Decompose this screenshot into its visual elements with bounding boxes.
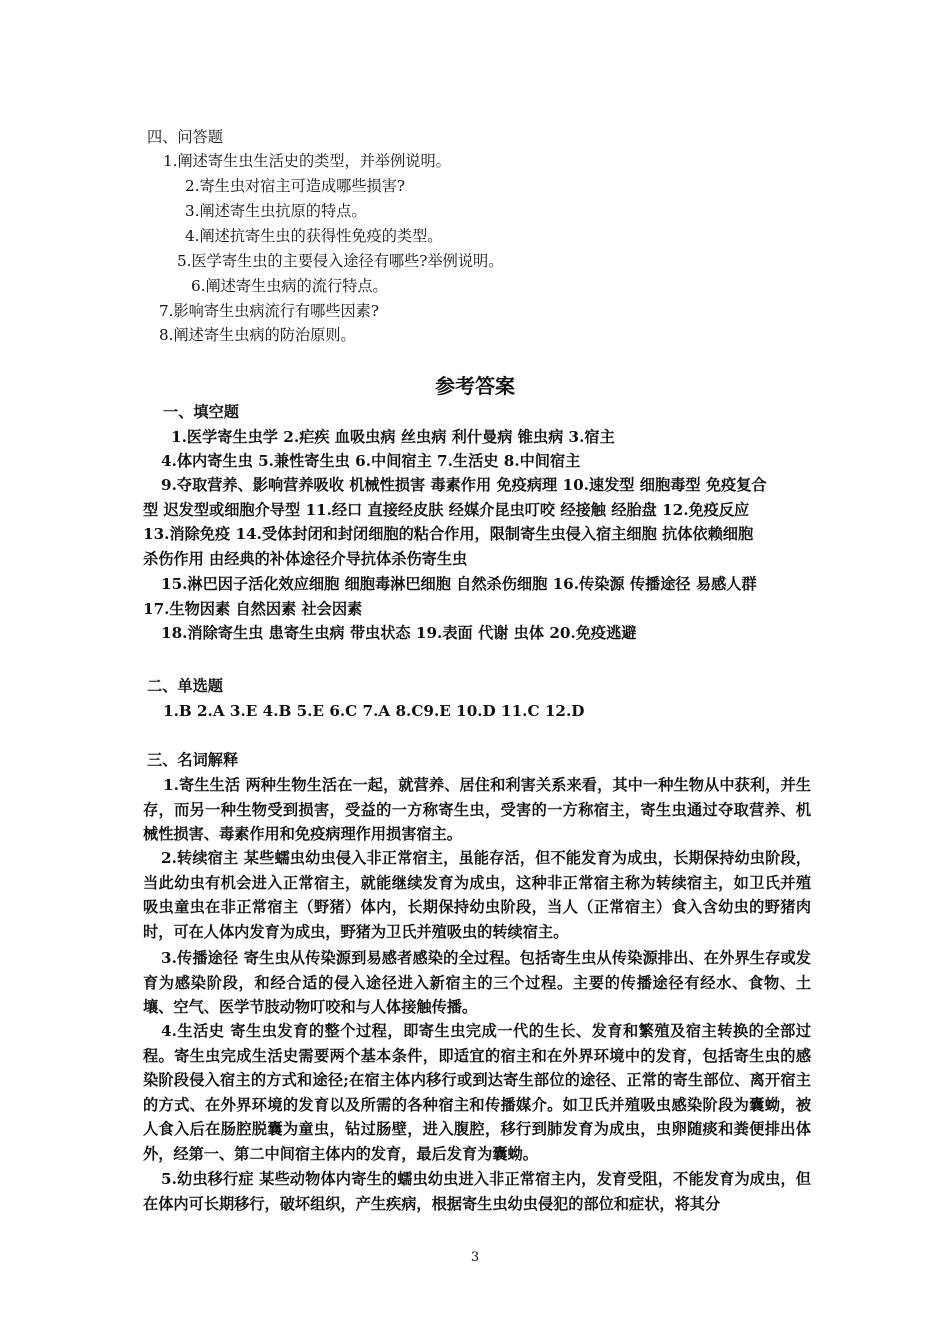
fill-blank-line: 13.消除免疫 14.受体封闭和封闭细胞的粘合作用，限制寄生虫侵入宿主细胞 抗体依赖细胞 (143, 525, 754, 543)
fill-blank-line: 杀伤作用 由经典的补体途径介导抗体杀伤寄生虫 (143, 550, 468, 568)
question-item: 7.影响寄生虫病流行有哪些因素? (159, 302, 380, 320)
fill-blank-line: 18.消除寄生虫 患寄生虫病 带虫状态 19.表面 代谢 虫体 20.免疫逃避 (161, 624, 637, 642)
questions-heading: 四、问答题 (147, 128, 223, 146)
fill-blank-line: 型 迟发型或细胞介导型 11.经口 直接经皮肤 经媒介昆虫叮咬 经接触 经胎盘 12.免疫反应 (143, 501, 750, 519)
question-item: 2.寄生虫对宿主可造成哪些损害? (185, 177, 406, 195)
term-paragraph: 5.幼虫移行症 某些动物体内寄生的蠕虫幼虫进入非正常宿主内，发育受阻，不能发育为成虫，但在体内可长期移行，破坏组织，产生疾病，根据寄生虫幼虫侵犯的部位和症状，将其分 (143, 1170, 811, 1213)
fill-blank-line: 15.淋巴因子活化效应细胞 细胞毒淋巴细胞 自然杀伤细胞 16.传染源 传播途径 易感人群 (161, 575, 757, 593)
term-paragraph: 3.传播途径 寄生虫从传染源到易感者感染的全过程。包括寄生虫从传染源排出、在外界生存或发育为感染阶段，和经合适的侵入途径进入新宿主的三个过程。主要的传播途径有经水、食物、土壤、空气、医学节肢动物叮咬和与人体接触传播。 (143, 949, 811, 1017)
terms-heading: 三、名词解释 (147, 751, 239, 769)
question-item: 6.阐述寄生虫病的流行特点。 (191, 277, 388, 295)
term-paragraph: 2.转续宿主 某些蠕虫幼虫侵入非正常宿主，虽能存活，但不能发育为成虫，长期保持幼虫阶段，当此幼虫有机会进入正常宿主，就能继续发育为成虫，这种非正常宿主称为转续宿主，如卫氏并殖吸虫童虫在非正常宿主（野猪）体内，长期保持幼虫阶段，当人（正常宿主）食入含幼虫的野猪肉时，可在人体内发育为成虫，野猪为卫氏并殖吸虫的转续宿主。 (143, 849, 811, 941)
term-paragraph: 1.寄生生活 两种生物生活在一起，就营养、居住和利害关系来看，其中一种生物从中获利，并生存，而另一种生物受到损害，受益的一方称寄生虫，受害的一方称宿主，寄生虫通过夺取营养、机械性损害、毒素作用和免疫病理作用损害宿主。 (143, 776, 811, 844)
single-choice-answers: 1.B 2.A 3.E 4.B 5.E 6.C 7.A 8.C9.E 10.D 11.C 12.D (163, 702, 585, 720)
question-item: 1.阐述寄生虫生活史的类型，并举例说明。 (163, 152, 451, 170)
question-item: 8.阐述寄生虫病的防治原则。 (159, 326, 356, 344)
question-item: 5.医学寄生虫的主要侵入途径有哪些?举例说明。 (177, 252, 504, 270)
fill-blank-line: 1.医学寄生虫学 2.疟疾 血吸虫病 丝虫病 利什曼病 锥虫病 3.宿主 (171, 428, 615, 446)
term-paragraph: 4.生活史 寄生虫发育的整个过程，即寄生虫完成一代的生长、发育和繁殖及宿主转换的全部过程。寄生虫完成生活史需要两个基本条件，即适宜的宿主和在外界环境中的发育，包括寄生虫的感染阶段侵入宿主的方式和途径;在宿主体内移行或到达寄生部位的途径、正常的寄生部位、离开宿主的方式、在外界环境的发育以及所需的各种宿主和传播媒介。如卫氏并殖吸虫感染阶段为囊蚴，被人食入后在肠腔脱囊为童虫，钻过肠壁，进入腹腔，移行到肺发育为成虫，虫卵随痰和粪便排出体外，经第一、第二中间宿主体内的发育，最后发育为囊蚴。 (143, 1022, 811, 1163)
single-choice-heading: 二、单选题 (147, 677, 223, 695)
fill-blank-heading: 一、填空题 (163, 403, 239, 421)
answers-title: 参考答案 (435, 374, 515, 398)
fill-blank-line: 4.体内寄生虫 5.兼性寄生虫 6.中间宿主 7.生活史 8.中间宿主 (161, 452, 581, 470)
question-item: 4.阐述抗寄生虫的获得性免疫的类型。 (185, 227, 443, 245)
question-item: 3.阐述寄生虫抗原的特点。 (185, 202, 367, 220)
fill-blank-line: 9.夺取营养、影响营养吸收 机械性损害 毒素作用 免疫病理 10.速发型 细胞毒型 免疫复合 (161, 476, 767, 494)
fill-blank-line: 17.生物因素 自然因素 社会因素 (143, 600, 363, 618)
page-number: 3 (470, 1250, 480, 1265)
